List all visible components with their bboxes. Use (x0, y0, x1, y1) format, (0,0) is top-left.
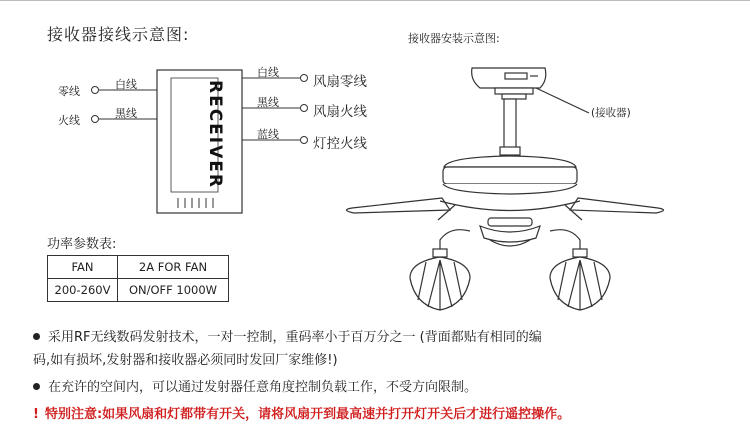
fan-blade-right (570, 198, 664, 213)
receiver-slot (505, 73, 527, 79)
fan-blade-left (346, 198, 450, 213)
output-terminal-fan-neutral (301, 75, 308, 82)
output-label-light-live: 灯控火线 (313, 136, 367, 152)
warning-note (33, 403, 570, 422)
warning-text: 特别注意:如果风扇和灯都带有开关，请将风扇开到最高速并打开灯开关后才进行遥控操作。 (44, 407, 571, 422)
output-terminal-light-live (301, 137, 308, 144)
input-terminal-live (92, 116, 99, 123)
receiver-callout-label: (接收器) (591, 107, 631, 119)
table-cell: 2A FOR FAN (118, 256, 229, 279)
note-1 (33, 327, 542, 349)
table-cell: ON/OFF 1000W (118, 279, 229, 302)
wiring-title: 接收器接线示意图: (47, 25, 190, 44)
power-table (47, 255, 229, 302)
install-title: 接收器安装示意图: (408, 32, 500, 45)
input-label-neutral: 零线 (58, 85, 80, 98)
output-wire-fan-live: 黑线 (257, 96, 279, 109)
bullet-icon (33, 333, 40, 340)
input-label-live: 火线 (58, 114, 80, 127)
output-label-fan-live: 风扇火线 (313, 104, 367, 120)
warning-icon: ! (33, 407, 39, 422)
note-2-text: 在充许的空间内，可以通过发射器任意角度控制负载工作，不受方向限制。 (48, 380, 478, 395)
table-cell: 200-260V (48, 279, 118, 302)
table-row (48, 256, 229, 279)
table-row (48, 279, 229, 302)
output-wire-fan-neutral: 白线 (257, 66, 279, 79)
receiver-callout-line (536, 88, 589, 113)
light-kit-top (488, 218, 532, 226)
input-wire-neutral: 白线 (115, 78, 137, 91)
output-wire-light-live: 蓝线 (257, 128, 279, 141)
motor-housing (444, 156, 576, 167)
table-cell: FAN (48, 256, 118, 279)
receiver-label: RECEIVER (205, 79, 225, 189)
note-2 (33, 377, 477, 399)
bullet-icon (33, 383, 40, 390)
input-terminal-neutral (92, 87, 99, 94)
note-1-text: 采用RF无线数码发射技术，一对一控制，重码率小于百万分之一 (背面都贴有相同的编 (48, 330, 542, 345)
input-wire-live: 黑线 (115, 107, 137, 120)
power-table-title: 功率参数表: (47, 237, 117, 252)
output-label-fan-neutral: 风扇零线 (313, 74, 367, 90)
fan-install-diagram (340, 50, 670, 315)
output-terminal-fan-live (301, 105, 308, 112)
note-1-continued: 码,如有损坏,发射器和接收器必须同时发回厂家维修!) (33, 353, 338, 368)
